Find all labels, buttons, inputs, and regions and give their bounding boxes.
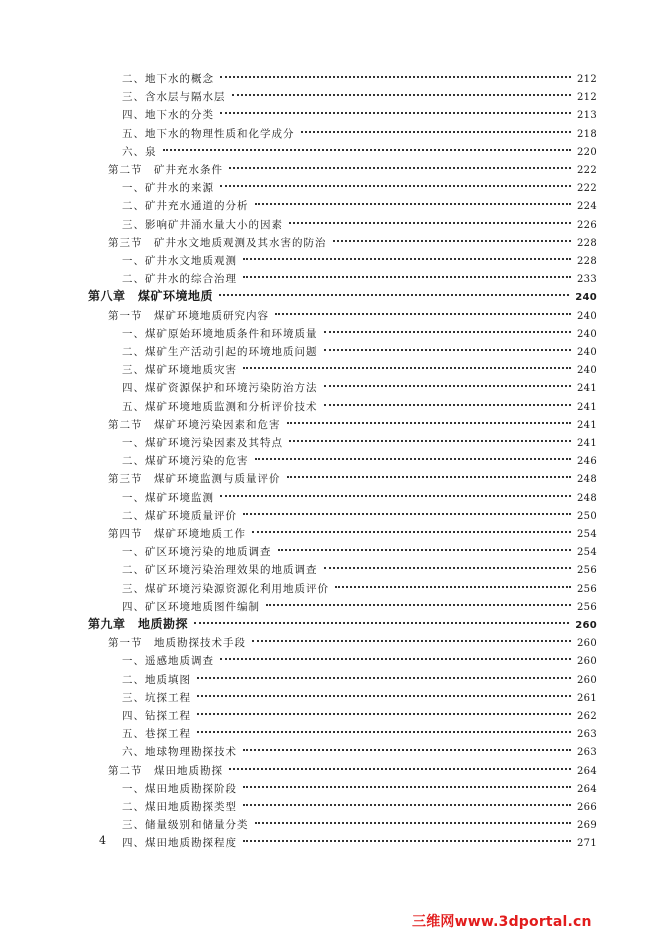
toc-title: 第二节 煤矿环境污染因素和危害 xyxy=(108,418,281,431)
toc-page-number: 256 xyxy=(577,583,597,595)
toc-page-number: 256 xyxy=(577,601,597,613)
dot-leader xyxy=(197,699,571,715)
toc-page-number: 241 xyxy=(577,401,597,413)
toc-page-number: 260 xyxy=(577,638,597,650)
toc-title: 第八章 煤矿环境地质 xyxy=(88,289,214,304)
toc-title: 第一节 地质勘探技术手段 xyxy=(108,637,246,650)
dot-leader xyxy=(252,517,571,533)
toc-entry-item xyxy=(122,830,597,851)
toc-page-number: 226 xyxy=(577,219,597,231)
watermark: 三维网www.3dportal.cn xyxy=(412,914,592,930)
toc-page-number: 212 xyxy=(577,92,597,104)
toc-page-number: 240 xyxy=(577,365,597,377)
dot-leader xyxy=(287,462,572,478)
dot-leader xyxy=(335,572,571,588)
toc-title: 一、煤田地质勘探阶段 xyxy=(122,782,237,795)
toc-page-number: 241 xyxy=(577,383,597,395)
toc-page-number: 233 xyxy=(577,274,597,286)
toc-title: 一、矿井水文地质观测 xyxy=(122,255,237,267)
dot-leader xyxy=(266,590,571,606)
toc-title: 二、煤矿环境污染的危害 xyxy=(122,455,249,468)
toc-title: 第三节 煤矿环境监测与质量评价 xyxy=(108,473,281,486)
dot-leader xyxy=(220,481,571,497)
toc-title: 三、坑探工程 xyxy=(122,691,191,704)
dot-leader xyxy=(220,171,571,187)
toc-page-number: 254 xyxy=(577,529,597,540)
toc-title: 四、矿区环境地质图件编制 xyxy=(122,600,260,613)
dot-leader xyxy=(287,408,572,424)
toc-title: 二、煤矿环境质量评价 xyxy=(122,509,237,522)
dot-leader xyxy=(278,535,572,551)
toc-title: 五、煤矿环境地质监测和分析评价技术 xyxy=(122,400,318,413)
toc-title: 四、煤田地质勘探程度 xyxy=(122,837,237,850)
toc-page-number: 246 xyxy=(577,456,597,468)
dot-leader xyxy=(243,735,571,751)
toc-page-number: 254 xyxy=(577,547,597,559)
toc-title: 第九章 地质勘探 xyxy=(88,617,189,631)
dot-leader xyxy=(163,135,572,151)
toc-page-number: 240 xyxy=(575,292,597,304)
toc-page-number: 212 xyxy=(577,74,597,85)
toc-page-number: 263 xyxy=(577,729,597,741)
toc-page-number: 218 xyxy=(577,128,597,140)
toc-title: 第四节 煤矿环境地质工作 xyxy=(108,528,246,540)
toc-title: 一、矿区环境污染的地质调查 xyxy=(122,546,272,559)
toc-page-number: 228 xyxy=(577,256,597,267)
toc-title: 二、矿井充水通道的分析 xyxy=(122,200,249,213)
dot-leader xyxy=(197,681,571,697)
dot-leader xyxy=(197,717,571,733)
toc-page-number: 240 xyxy=(577,328,597,340)
toc-title: 四、地下水的分类 xyxy=(122,109,214,122)
toc-title: 六、地球物理勘探技术 xyxy=(122,746,237,759)
toc-title: 第一节 煤矿环境地质研究内容 xyxy=(108,309,269,322)
dot-leader xyxy=(243,772,571,788)
toc-page-number: 228 xyxy=(577,237,597,249)
dot-leader xyxy=(289,426,571,442)
toc-title: 五、地下水的物理性质和化学成分 xyxy=(122,127,295,140)
dot-leader xyxy=(333,226,572,242)
dot-leader xyxy=(275,299,571,315)
toc-title: 四、煤矿资源保护和环境污染防治方法 xyxy=(122,382,318,395)
toc-page-number: 222 xyxy=(577,183,597,195)
dot-leader xyxy=(324,335,572,351)
toc-title: 三、煤矿环境地质灾害 xyxy=(122,364,237,377)
toc-page-number: 271 xyxy=(577,838,597,850)
dot-leader xyxy=(243,790,571,806)
toc-page-number: 250 xyxy=(577,510,597,522)
toc-title: 二、地质填图 xyxy=(122,673,191,686)
toc-title: 一、煤矿环境监测 xyxy=(122,491,214,504)
dot-leader xyxy=(229,153,571,169)
toc-title: 第二节 矿井充水条件 xyxy=(108,164,223,176)
toc-page-number: 262 xyxy=(577,711,597,722)
page-number: 4 xyxy=(99,834,106,847)
toc-title: 二、煤矿生产活动引起的环境地质问题 xyxy=(122,346,318,358)
toc-title: 二、矿井水的综合治理 xyxy=(122,273,237,286)
toc-page-number: 248 xyxy=(577,474,597,486)
dot-leader xyxy=(243,499,571,515)
dot-leader xyxy=(229,754,571,770)
toc-title: 三、煤矿环境污染源资源化利用地质评价 xyxy=(122,582,329,595)
toc-page-number: 261 xyxy=(577,692,597,704)
dot-leader xyxy=(252,626,571,642)
toc-title: 第二节 煤田地质勘探 xyxy=(108,764,223,777)
toc-page-number: 264 xyxy=(577,765,597,777)
dot-leader xyxy=(324,553,572,569)
dot-leader xyxy=(197,663,571,679)
toc-page-number: 260 xyxy=(575,620,597,631)
toc-page-number: 269 xyxy=(577,820,597,832)
toc-page-number: 241 xyxy=(577,419,597,431)
dot-leader xyxy=(220,62,571,78)
toc-page-number: 266 xyxy=(577,802,597,813)
toc-page-number: 224 xyxy=(577,201,597,213)
dot-leader xyxy=(289,208,571,224)
dot-leader xyxy=(324,371,572,387)
toc-page-number: 222 xyxy=(577,165,597,176)
dot-leader xyxy=(194,608,569,624)
toc-title: 三、含水层与隔水层 xyxy=(122,91,226,104)
toc-page-number: 260 xyxy=(577,656,597,668)
toc-title: 二、地下水的概念 xyxy=(122,73,214,85)
toc-title: 一、遥感地质调查 xyxy=(122,655,214,668)
dot-leader xyxy=(243,826,571,842)
toc-title: 一、煤矿环境污染因素及其特点 xyxy=(122,437,283,449)
dot-leader xyxy=(255,189,572,205)
toc-page-number: 241 xyxy=(577,438,597,449)
toc-title: 一、煤矿原始环境地质条件和环境质量 xyxy=(122,327,318,340)
toc-title: 一、矿井水的来源 xyxy=(122,182,214,195)
dot-leader xyxy=(301,117,572,133)
toc-title: 二、矿区环境污染治理效果的地质调查 xyxy=(122,564,318,577)
dot-leader xyxy=(219,280,569,296)
toc-title: 六、泉 xyxy=(122,145,157,158)
dot-leader xyxy=(255,808,572,824)
toc-title: 三、影响矿井涌水量大小的因素 xyxy=(122,218,283,231)
toc-page-number: 263 xyxy=(577,747,597,759)
toc-title: 第三节 矿井水文地质观测及其水害的防治 xyxy=(108,236,327,249)
toc-page-number: 213 xyxy=(577,110,597,122)
dot-leader xyxy=(220,644,571,660)
dot-leader xyxy=(243,244,571,260)
dot-leader xyxy=(324,390,572,406)
dot-leader xyxy=(232,80,572,96)
dot-leader xyxy=(324,317,572,333)
toc-page-number: 264 xyxy=(577,783,597,795)
toc-page-number: 220 xyxy=(577,146,597,158)
toc-title: 五、巷探工程 xyxy=(122,728,191,741)
dot-leader xyxy=(243,353,571,369)
toc-page-number: 248 xyxy=(577,492,597,504)
toc-title: 二、煤田地质勘探类型 xyxy=(122,801,237,813)
toc-title: 四、钻探工程 xyxy=(122,710,191,722)
toc-page-number: 260 xyxy=(577,674,597,686)
toc-page-number: 256 xyxy=(577,565,597,577)
toc-page-number: 240 xyxy=(577,347,597,358)
toc-page-number: 240 xyxy=(577,310,597,322)
dot-leader xyxy=(255,444,572,460)
toc-title: 三、储量级别和储量分类 xyxy=(122,819,249,832)
dot-leader xyxy=(220,98,571,114)
dot-leader xyxy=(243,262,571,278)
